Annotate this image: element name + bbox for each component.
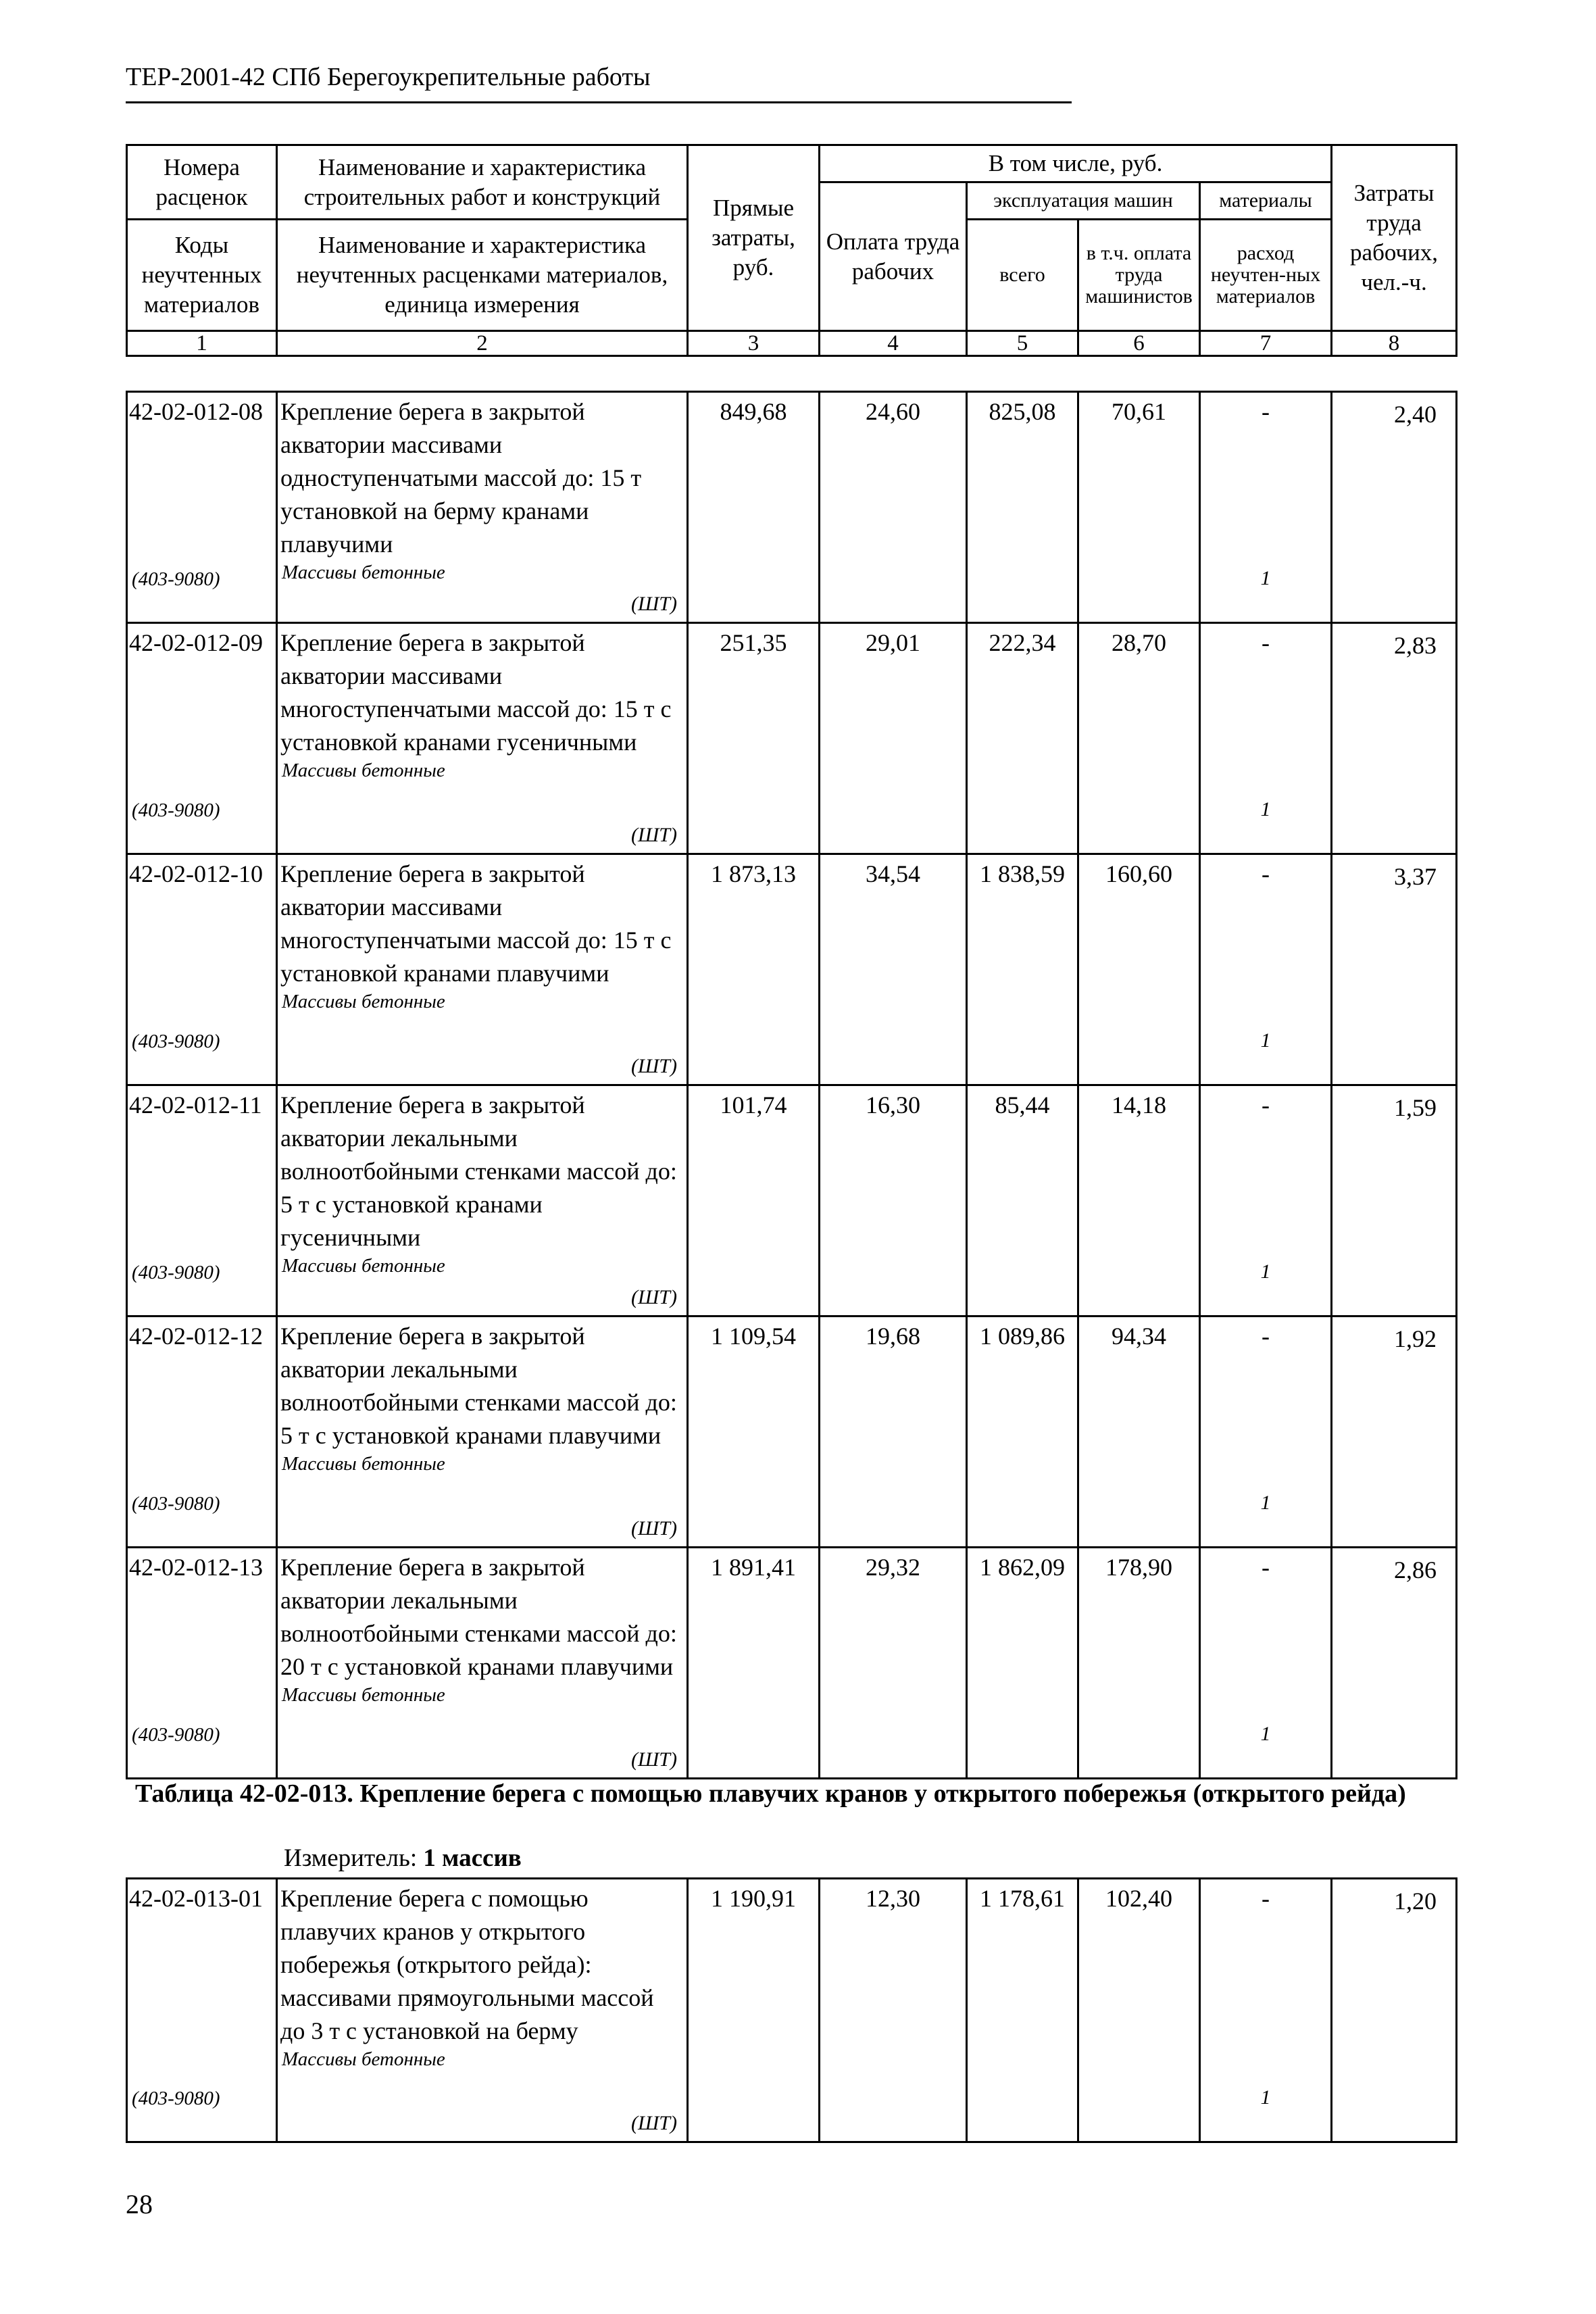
operator-pay-value: 14,18 [1078, 1085, 1200, 1316]
material-name: Массивы бетонные [282, 1684, 445, 1706]
unit-value: 1 массив [423, 1844, 522, 1872]
material-name: Массивы бетонные [282, 1255, 445, 1277]
rate-name-cell [277, 1548, 688, 1779]
rate-row [127, 1548, 1457, 1779]
materials-cell [1200, 1879, 1332, 2142]
worker-pay-value: 29,01 [820, 623, 967, 854]
material-code: (403-9080) [132, 1262, 220, 1283]
materials-cell [1200, 1085, 1332, 1316]
page-number: 28 [126, 2189, 153, 2219]
worker-pay-value: 34,54 [820, 854, 967, 1085]
materials-cell [1200, 392, 1332, 623]
materials-cell [1200, 1316, 1332, 1548]
operator-pay-value: 70,61 [1078, 392, 1200, 623]
material-code: (403-9080) [132, 1493, 220, 1515]
materials-cell [1200, 854, 1332, 1085]
material-name: Массивы бетонные [282, 2048, 445, 2070]
header-direct-costs: Прямые затраты, руб. [688, 145, 820, 331]
direct-costs-value: 1 190,91 [688, 1879, 820, 2142]
material-quantity: 1 [1260, 567, 1271, 589]
rate-name-cell [277, 854, 688, 1085]
rate-code-cell [127, 623, 277, 854]
materials-value: - [1262, 629, 1270, 656]
rate-description: Крепление берега с помощью плавучих кранов у открытого побережья (открытого рейда): массивами прямоугольными массой до 3 т с установкой на берму [280, 1885, 654, 2044]
header-machine-total: всего [967, 220, 1078, 331]
header-materials: материалы [1200, 182, 1332, 220]
column-header-table [126, 144, 1457, 357]
header-rule [126, 101, 1072, 103]
machine-total-value: 1 838,59 [967, 854, 1078, 1085]
rate-row [127, 623, 1457, 854]
table-013-title: Таблица 42-02-013. Крепление берега с помощью плавучих кранов у открытого побережья (открытого рейда) [135, 1779, 1406, 1808]
rate-name-cell [277, 1879, 688, 2142]
rate-description: Крепление берега в закрытой акватории лекальными волноотбойными стенками массой до: 5 т с установкой кранами гусеничными [280, 1091, 677, 1251]
material-quantity: 1 [1260, 1260, 1271, 1283]
unit-label: Измеритель: [284, 1844, 418, 1872]
rates-table [126, 391, 1457, 1779]
direct-costs-value: 251,35 [688, 623, 820, 854]
col-number: 2 [277, 331, 688, 356]
direct-costs-value: 1 891,41 [688, 1548, 820, 1779]
rate-code-cell [127, 1316, 277, 1548]
material-unit: (ШТ) [631, 1748, 677, 1771]
rate-row [127, 392, 1457, 623]
rate-row [127, 854, 1457, 1085]
rate-code: 42-02-012-11 [129, 1091, 262, 1118]
materials-cell [1200, 1548, 1332, 1779]
labor-value: 1,20 [1332, 1879, 1457, 2142]
header-operator-pay: в т.ч. оплата труда машинистов [1078, 220, 1200, 331]
material-code: (403-9080) [132, 2088, 220, 2109]
material-unit: (ШТ) [631, 824, 677, 846]
header-labor: Затраты труда рабочих, чел.-ч. [1332, 145, 1457, 331]
rate-code-cell [127, 854, 277, 1085]
col-number: 7 [1200, 331, 1332, 356]
machine-total-value: 222,34 [967, 623, 1078, 854]
rate-row [127, 1085, 1457, 1316]
material-code: (403-9080) [132, 1031, 220, 1052]
material-name: Массивы бетонные [282, 760, 445, 781]
operator-pay-value: 28,70 [1078, 623, 1200, 854]
operator-pay-value: 94,34 [1078, 1316, 1200, 1548]
rate-code-cell [127, 1879, 277, 2142]
material-quantity: 1 [1260, 1723, 1271, 1745]
rate-name-cell [277, 623, 688, 854]
header-material-name: Наименование и характеристика неучтенных расценками материалов, единица измерения [277, 220, 688, 331]
rate-row [127, 1316, 1457, 1548]
labor-value: 2,40 [1332, 392, 1457, 623]
worker-pay-value: 16,30 [820, 1085, 967, 1316]
col-number: 4 [820, 331, 967, 356]
labor-value: 2,83 [1332, 623, 1457, 854]
rate-description: Крепление берега в закрытой акватории массивами многоступенчатыми массой до: 15 т с установкой кранами плавучими [280, 860, 672, 987]
labor-value: 3,37 [1332, 854, 1457, 1085]
rate-code-cell [127, 1548, 277, 1779]
material-quantity: 1 [1260, 1492, 1271, 1514]
labor-value: 2,86 [1332, 1548, 1457, 1779]
labor-value: 1,92 [1332, 1316, 1457, 1548]
header-worker-pay: Оплата труда рабочих [820, 182, 967, 331]
header-work-name: Наименование и характеристика строительных работ и конструкций [277, 145, 688, 220]
col-number: 1 [127, 331, 277, 356]
material-unit: (ШТ) [631, 2112, 677, 2134]
operator-pay-value: 102,40 [1078, 1879, 1200, 2142]
worker-pay-value: 24,60 [820, 392, 967, 623]
rate-row [127, 1879, 1457, 2142]
rate-code: 42-02-013-01 [129, 1885, 263, 1912]
worker-pay-value: 12,30 [820, 1879, 967, 2142]
col-number: 5 [967, 331, 1078, 356]
machine-total-value: 1 862,09 [967, 1548, 1078, 1779]
rate-description: Крепление берега в закрытой акватории массивами одноступенчатыми массой до: 15 т установкой на берму кранами плавучими [280, 398, 642, 558]
material-code: (403-9080) [132, 799, 220, 821]
materials-value: - [1262, 1323, 1270, 1350]
rate-name-cell [277, 1085, 688, 1316]
materials-value: - [1262, 1554, 1270, 1581]
material-name: Массивы бетонные [282, 1453, 445, 1475]
material-name: Массивы бетонные [282, 562, 445, 583]
table-013 [126, 1877, 1457, 2143]
direct-costs-value: 849,68 [688, 392, 820, 623]
materials-cell [1200, 623, 1332, 854]
worker-pay-value: 29,32 [820, 1548, 967, 1779]
rate-description: Крепление берега в закрытой акватории массивами многоступенчатыми массой до: 15 т с установкой кранами гусеничными [280, 629, 672, 756]
materials-value: - [1262, 1091, 1270, 1118]
direct-costs-value: 1 109,54 [688, 1316, 820, 1548]
rate-code: 42-02-012-12 [129, 1323, 263, 1350]
rate-code-cell [127, 1085, 277, 1316]
header-materials-consumption: расход неучтен-ных материалов [1200, 220, 1332, 331]
direct-costs-value: 101,74 [688, 1085, 820, 1316]
rate-code: 42-02-012-08 [129, 398, 263, 425]
materials-value: - [1262, 1885, 1270, 1912]
materials-value: - [1262, 398, 1270, 425]
rate-description: Крепление берега в закрытой акватории лекальными волноотбойными стенками массой до: 20 т с установкой кранами плавучими [280, 1554, 677, 1680]
material-quantity: 1 [1260, 1029, 1271, 1052]
header-rate-numbers: Номера расценок [127, 145, 277, 220]
table-013-unit [284, 1844, 522, 1873]
col-number: 6 [1078, 331, 1200, 356]
material-code: (403-9080) [132, 568, 220, 590]
header-machine-operation: эксплуатация машин [967, 182, 1200, 220]
operator-pay-value: 160,60 [1078, 854, 1200, 1085]
running-header: ТЕР-2001-42 СПб Берегоукрепительные работы [126, 63, 651, 91]
direct-costs-value: 1 873,13 [688, 854, 820, 1085]
material-unit: (ШТ) [631, 1517, 677, 1540]
material-unit: (ШТ) [631, 1286, 677, 1308]
operator-pay-value: 178,90 [1078, 1548, 1200, 1779]
rate-name-cell [277, 392, 688, 623]
col-number: 8 [1332, 331, 1457, 356]
rate-name-cell [277, 1316, 688, 1548]
header-including: В том числе, руб. [820, 145, 1332, 182]
machine-total-value: 1 089,86 [967, 1316, 1078, 1548]
worker-pay-value: 19,68 [820, 1316, 967, 1548]
material-quantity: 1 [1260, 2086, 1271, 2109]
rate-code: 42-02-012-10 [129, 860, 263, 887]
machine-total-value: 85,44 [967, 1085, 1078, 1316]
machine-total-value: 825,08 [967, 392, 1078, 623]
labor-value: 1,59 [1332, 1085, 1457, 1316]
material-unit: (ШТ) [631, 1055, 677, 1077]
rate-code: 42-02-012-09 [129, 629, 263, 656]
rate-code: 42-02-012-13 [129, 1554, 263, 1581]
material-quantity: 1 [1260, 798, 1271, 820]
material-name: Массивы бетонные [282, 991, 445, 1012]
col-number: 3 [688, 331, 820, 356]
material-unit: (ШТ) [631, 593, 677, 615]
rate-code-cell [127, 392, 277, 623]
rate-description: Крепление берега в закрытой акватории лекальными волноотбойными стенками массой до: 5 т с установкой кранами плавучими [280, 1323, 677, 1449]
material-code: (403-9080) [132, 1724, 220, 1746]
machine-total-value: 1 178,61 [967, 1879, 1078, 2142]
header-material-codes: Коды неучтенных материалов [127, 220, 277, 331]
materials-value: - [1262, 860, 1270, 887]
